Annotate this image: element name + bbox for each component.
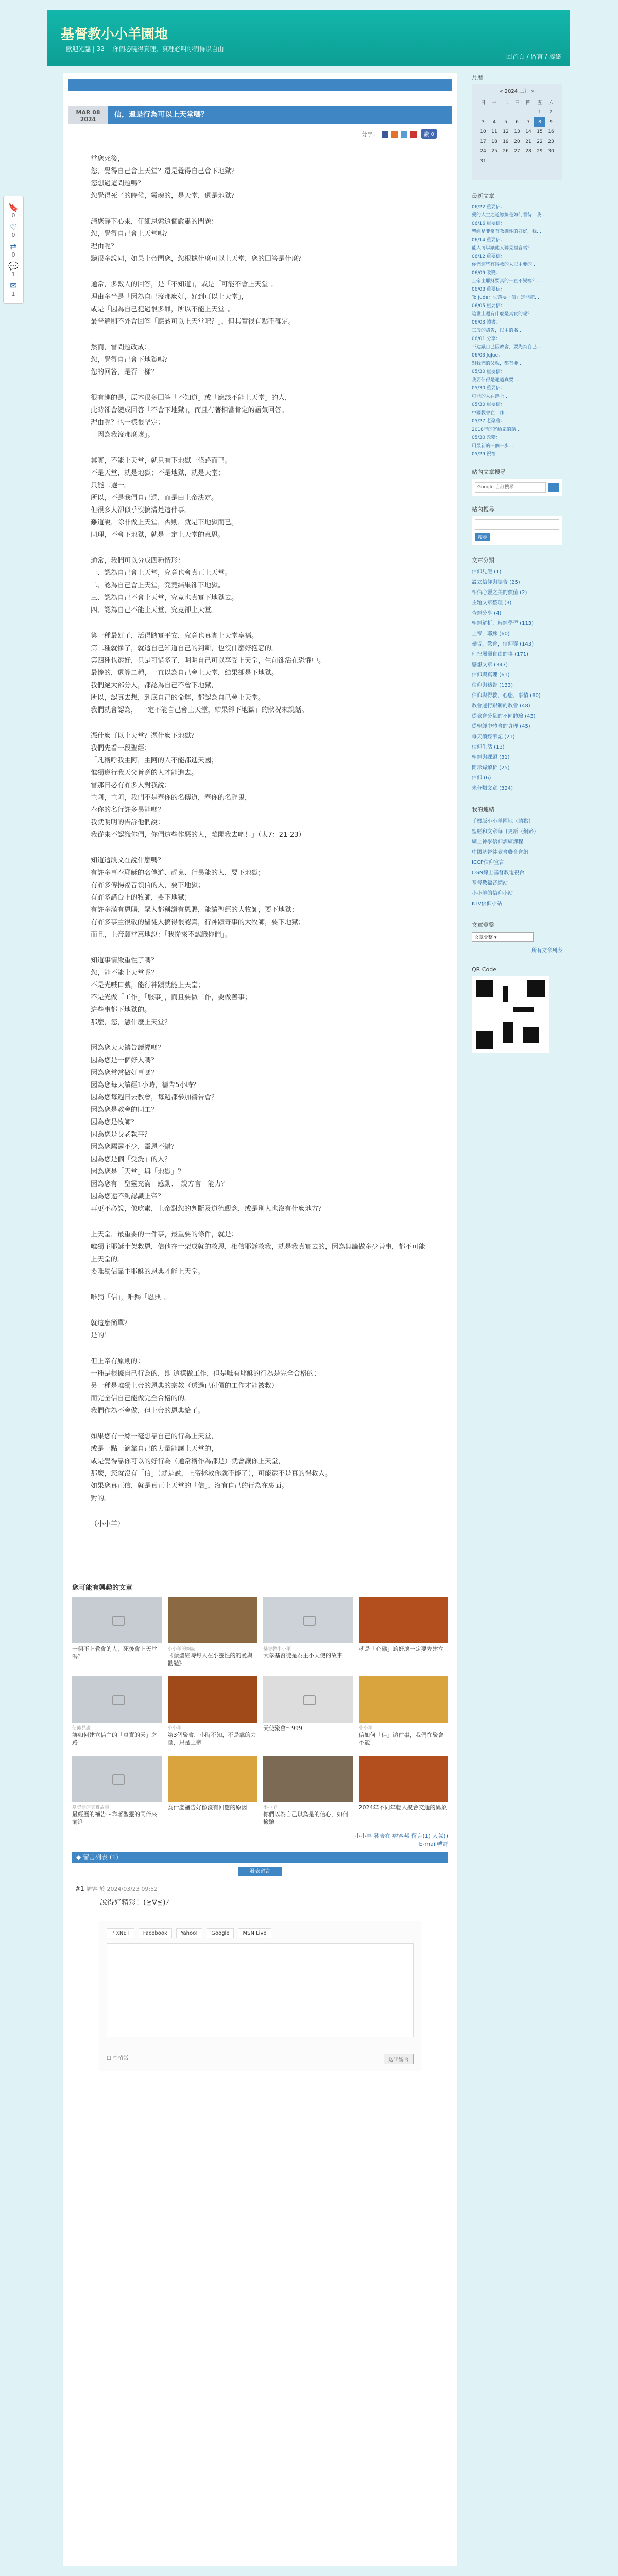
category-link[interactable]: 每天讀經筆記 (21) [472,734,515,740]
calendar-day[interactable]: 22 [537,139,543,144]
recent-post-link[interactable]: 06/03 讀書： [472,320,501,325]
like-icon: ♡ [9,222,18,232]
post-paragraph: 如果您有一絲一毫想靠自己的行為上天堂， 或是一點一滴靠自己的力量能讓上天堂的， 或是覺得靠你可以的好行為（通常稱作為都是）就會讓你上天堂， 那麼，您就沒有「信」（就是說，上帝拯救你就不能了），可能還不是真的得救人。 如果您真正信，就是真正上天堂的「信」，沒有自己的行為在裏面。 對的。 [91,1433,332,1502]
thumbnail [168,1597,258,1643]
post-body [68,139,452,1531]
recent-post-link[interactable]: 三段的禱告，以主的名… [472,328,523,333]
archive-select-value: 文章彙整 [474,935,493,940]
category-link[interactable]: 從教會分量的不同體驗 (43) [472,714,536,719]
related-caption: 一個不上教會的人，死後會上天堂嗎？ [72,1646,157,1660]
category-link[interactable]: 信仰見證 (1) [472,569,502,575]
post-paragraph: 知道事情嚴重性了嗎？ 您，能不能上天堂呢？ 不是光喊口號，能行神蹟就能上天堂； 不是光做「工作」「服事」，而且要做工作，要做善事； 這些事都下地獄的。 那麼，您，憑什麼上天堂？ [91,957,252,1026]
search-icon[interactable] [548,483,559,492]
calendar-day[interactable]: 10 [480,129,486,134]
related-source: 小小羊的網誌 [167,1647,196,1652]
related-heading: 您可能有興趣的文章 [72,1584,133,1592]
share-rail [3,196,24,304]
category-link[interactable]: 設立信仰與禱告 (25) [472,580,520,585]
login-msn-button[interactable]: MSN Live [238,1928,271,1938]
post-paragraph: 因為您天天禱告讀經嗎？ 因為您是一個好人嗎？ 因為您常常做好事嗎？ 因為您每天讀經1小時，禱告5小時？ 因為您每週日去教會，每週都參加禱告會？ 因為您是教會的同工？ 因為您是牧師？ 因為您是長老執事？ 因為您屬靈不少，靈恩不錯？ 因為您是個「受洗」的人？ 因為您是「天堂」與「地獄」？ 因為您有「聖靈充滿」感動、「說方言」能力？ 因為您還不夠認識上帝？ 再更不必說，像吃素，上帝對您的判斷及道德觀念，或是別人也沒有什麼地方？ [91,1044,325,1213]
related-caption: 第3個聚會，小時不知，不是靠的力量，只是上帝 [167,1732,256,1746]
related-source: 基督教小小羊 [263,1647,291,1652]
calendar-week [477,146,557,156]
calendar-day[interactable]: 4 [493,119,496,125]
category-link[interactable]: 聖經解析，解經學習 (113) [472,621,534,626]
category-link[interactable]: 信仰生活 (13) [472,744,505,750]
thumbnail [359,1676,449,1723]
qr-title: QR Code [472,966,496,973]
recent-post-link[interactable]: 上帝主耶穌要真的一直不變嗎？… [472,279,542,284]
category-link[interactable]: 信仰 (6) [472,775,491,781]
calendar-day-selected[interactable]: 8 [534,117,545,127]
calendar-day[interactable]: 7 [527,119,530,125]
related-caption: 大學基督徒是為主小天使的故事 [263,1652,342,1659]
calendar-day[interactable] [511,156,523,166]
calendar-day[interactable]: 9 [550,119,553,125]
thumbnail-placeholder [72,1597,162,1643]
recent-post-link[interactable]: 06/22 重要信： [472,205,505,210]
share-item-repost[interactable] [4,242,23,258]
twitter-icon[interactable] [401,131,407,138]
share-count: 0 [11,251,15,258]
weekday: 一 [492,100,497,106]
category-link[interactable]: 開示錄解析 (25) [472,765,510,771]
related-caption: 讓如何建立信主的「真實的天」之路 [72,1732,157,1746]
share-count: 0 [11,212,15,219]
weekday: 日 [480,100,486,106]
friend-link[interactable]: ICCP信仰宣言 [472,860,504,866]
related-caption: 信如何「信」這件事，我們在聚會不能 [358,1732,444,1746]
share-label: 分享： [361,131,379,138]
friend-link[interactable]: KTV信仰小站 [472,901,502,907]
chevron-down-icon: ▾ [494,935,497,940]
calendar-day[interactable]: 18 [491,139,497,144]
post-date-month: MAR 08 [76,109,100,116]
calendar-day[interactable] [500,107,511,117]
related-card[interactable] [359,1597,449,1667]
calendar-day[interactable]: 27 [514,148,520,154]
calendar-week [477,107,557,117]
post [68,106,452,1531]
calendar-table [477,97,557,166]
post-paragraph: 當您死後， 您，覺得自己會上天堂？還是覺得自己會下地獄？ 您想過這問題嗎？ 您覺得死了的時候，靈魂的，是天堂，還是地獄？ [91,155,238,200]
calendar-day[interactable] [545,156,557,166]
related-source: 小小羊 [263,1805,278,1810]
repost-icon: ⇄ [10,242,17,251]
recent-post-link[interactable]: 你們這些有得救的人以主要的… [472,262,537,267]
share-item-comment[interactable] [4,261,23,278]
related-caption: 2024年不同年輕人聚會交通的異象 [358,1804,447,1811]
recent-post-link[interactable]: 06/16 重要信： [472,221,505,226]
recent-posts-list [472,203,562,459]
post-paragraph: 然而，當問題改成： 您，覺得自己會下地獄嗎？ 您的回答，是否一樣？ [91,344,171,376]
comment-textarea[interactable] [107,1943,414,2037]
post-paragraph: 請您靜下心來，仔細思索這個嚴肅的問題： 您，覺得自己會上天堂嗎？ 理由呢？ 聽很多說同，如果上帝問您，您根據什麼可以上天堂，您的回答是什麼？ [91,218,305,263]
post-date [68,106,108,124]
inner-search [472,516,562,545]
recent-post-link[interactable]: 這世上還有什麼是真實的呢？ [472,312,533,317]
friend-link[interactable]: 基督教福音網站 [472,880,508,886]
recent-post-link[interactable]: 05/30 重要信： [472,369,505,375]
recent-post-link[interactable]: To Jude：失落要「信」定能把… [472,295,539,300]
post-paragraph: 上天堂，最重要的一件事，最重要的條件，就是： 唯獨主耶穌十架救恩，信他在十架成就的救恩，相信耶穌救我，就是我真實去的，因為無論做多少善事，都不可能上天堂的。 要唯獨信靠主耶穌的恩典才能上天堂。 [91,1231,426,1276]
facebook-icon[interactable] [382,131,388,138]
calendar-day[interactable]: 14 [525,129,531,134]
archive-select[interactable] [472,932,534,942]
related-card[interactable] [263,1597,353,1667]
calendar-day[interactable]: 21 [525,139,531,144]
recent-title: 最新文章 [472,193,494,199]
recent-post-link[interactable]: 05/30 重要信： [472,402,505,408]
calendar-day[interactable] [477,107,489,117]
calendar-day[interactable]: 30 [548,148,554,154]
share-bar [68,124,452,139]
blog-subtitle: 歡迎光臨 | 32 你們必曉得真理，真理必叫你們得以自由 [66,45,224,53]
calendar-day[interactable] [511,107,523,117]
category-link[interactable]: 信仰與真理 (61) [472,672,510,678]
calendar [472,84,562,180]
recent-post-link[interactable]: 對我們的父親，都有要… [472,361,523,366]
category-link[interactable]: 教會運行跟制的教會 (48) [472,703,530,709]
thumbnail-placeholder [263,1597,353,1643]
post-paragraph: 就這麼簡單？ 是的！ [91,1319,131,1340]
share-count: 1 [11,271,15,278]
login-pixnet-button[interactable]: PIXNET [107,1928,134,1938]
calendar-day[interactable] [500,156,511,166]
recent-post-link[interactable]: 06/05 重要信： [472,303,505,309]
header-links[interactable]: 回首頁 / 留言 / 聯絡 [506,53,561,60]
calendar-day[interactable]: 23 [548,139,554,144]
calendar-day[interactable]: 28 [525,148,531,154]
top-bar [68,79,452,91]
category-link[interactable]: 聖經與課題 (31) [472,755,510,760]
qr-code-image [472,976,549,1053]
related-source: 小小羊 [167,1726,182,1731]
friend-link[interactable]: 網上神學信仰訓練課程 [472,839,523,845]
fb-like-button[interactable]: 讚 0 [421,129,437,139]
inner-search-button[interactable]: 搜尋 [475,533,490,541]
site-search-title: 站內文章搜尋 [472,469,506,476]
post-title[interactable]: 信，還是行為可以上天堂嗎？ [108,106,452,124]
related-card[interactable] [263,1756,353,1826]
related-card[interactable] [72,1676,162,1747]
weibo-icon[interactable] [410,131,417,138]
recent-post-link[interactable]: 06/01 分享： [472,336,501,342]
recent-post-link[interactable]: 06/08 重要信： [472,287,505,292]
calendar-day[interactable]: 16 [548,129,554,134]
category-list [472,567,562,794]
calendar-day[interactable]: 13 [514,129,520,134]
post-date-year: 2024 [80,116,96,123]
related-source: 小小羊 [358,1726,373,1731]
related-card[interactable] [263,1676,353,1747]
comment-form [99,1921,421,2071]
post-paragraph: 唯獨「信」，唯獨「恩典」。 [91,1294,171,1301]
calendar-day[interactable]: 2 [550,109,553,115]
recent-post-link[interactable]: 中國教會在工作… [472,411,509,416]
weekday: 六 [548,100,554,106]
friend-link[interactable]: 中國基督徒教會聯合會網 [472,850,528,855]
email-forward-link[interactable]: E-mail轉寄 [419,1841,448,1848]
related-card[interactable] [168,1676,258,1747]
post-meta-line[interactable]: 小小羊 發表在 痞客邦 留言(1) 人氣() [354,1833,448,1839]
calendar-weekdays [477,97,557,107]
main-column [63,73,457,2566]
category-link[interactable]: 感想文章 (347) [472,662,508,668]
category-link[interactable]: 信仰與禱告 (133) [472,683,513,688]
calendar-day[interactable]: 26 [503,148,509,154]
related-source: 信仰見證 [72,1726,91,1731]
inner-search-input[interactable] [475,519,559,530]
recent-post-link[interactable]: 能人可以讓他人聽見福音嗎？ [472,246,533,251]
calendar-day[interactable] [523,107,534,117]
thumbnail [263,1756,353,1802]
submit-comment-button[interactable]: 送出留言 [384,2054,414,2064]
category-link[interactable]: 信仰與得救，心態，事情 (60) [472,693,541,699]
recent-post-link[interactable]: 05/30 重要信： [472,386,505,391]
page-wrapper [47,10,570,2063]
recent-post-link[interactable]: 05/29 祝福 [472,452,496,457]
post-meta [72,1832,448,1849]
bookmark-icon: 🔖 [8,202,19,212]
related-caption: 《讀聖經時每人在小靈性的的愛與勸勉》 [167,1652,253,1667]
weekday: 四 [526,100,531,106]
friends-title: 我的連結 [472,806,494,813]
recent-post-link[interactable]: 我要信得是通過真要… [472,378,519,383]
recent-post-link[interactable]: 05/27 老聚會： [472,419,505,424]
calendar-day[interactable]: 29 [537,148,543,154]
thumbnail-placeholder [263,1676,353,1723]
calendar-day[interactable]: 5 [504,119,507,125]
recent-post-link[interactable]: 06/12 重要信： [472,254,505,259]
thumbnail-placeholder [72,1676,162,1723]
post-paragraph: 但上帝有原則的： 一種是根據自己行為的，即 這樣做工作，但是唯有耶穌的行為是完全合格的； 另一種是唯獨上帝的恩典的宗教（透過已付價的工作才能被救） 而完全信自己能做完全合格的的。 我們作為不會做，但上帝的恩典給了。 [91,1358,321,1415]
comment-meta: 訪客 於 2024/03/23 09:52 [86,1886,158,1892]
thumbnail [359,1597,449,1643]
post-paragraph: 通常，多數人的回答，是「不知道」，或是「可能不會上天堂」。 理由多半是「因為自己沒那麼好，好到可以上天堂」， 或是「因為自己犯過很多罪，所以不能上天堂」。 最普遍則不外會回答「應該可以上天堂吧？」，但其實很有點不確定。 [91,281,295,326]
calendar-title: 月曆 [472,74,483,81]
thumbnail-placeholder [72,1756,162,1802]
category-link[interactable]: 未分類文章 (324) [472,786,513,791]
secret-label: 悄悄話 [113,2056,129,2061]
login-facebook-button[interactable]: Facebook [139,1928,172,1938]
weekday: 五 [537,100,542,106]
calendar-day[interactable] [523,156,534,166]
related-card[interactable] [72,1597,162,1667]
post-signature: （小小羊） [91,1520,125,1528]
login-buttons [107,1928,414,1938]
google-search [472,479,562,496]
recent-post-link[interactable]: 2018年的寄給家的話… [472,427,521,432]
share-item-bookmark[interactable] [4,202,23,219]
comment-index: #1 [75,1885,84,1892]
login-yahoo-button[interactable]: Yahoo! [176,1928,202,1938]
calendar-week [477,137,557,146]
sidebar [466,73,569,1056]
calendar-day[interactable] [489,107,500,117]
related-caption: 為什麼禱告好像沒有回應的原因 [167,1804,247,1811]
category-link[interactable]: 從聖經中體會的真理 (45) [472,724,530,730]
friend-links [472,817,562,909]
related-caption: 天使聚會〜999 [263,1725,302,1732]
related-caption: 最經歷的禱告〜靠著聖靈的同伴來前進 [72,1811,157,1825]
thumbnail [168,1676,258,1723]
related-card[interactable] [168,1597,258,1667]
comment-form-footer [107,2054,414,2064]
calendar-day[interactable]: 17 [480,139,486,144]
calendar-day[interactable]: 19 [503,139,509,144]
all-posts-link[interactable]: 所有文章列表 [531,948,562,954]
calendar-day[interactable]: 12 [503,129,509,134]
comment-list-bar[interactable]: ◆ 留言列表 (1) [72,1852,448,1863]
blog-title[interactable]: 基督教小小羊園地 [61,27,168,42]
login-google-button[interactable]: Google [207,1928,234,1938]
calendar-week [477,117,557,127]
calendar-day[interactable]: 20 [514,139,520,144]
mail-icon: ✉ [10,281,17,291]
calendar-day[interactable]: 24 [480,148,486,154]
calendar-day[interactable]: 11 [491,129,497,134]
category-link[interactable]: 查經分享 (4) [472,611,502,616]
related-posts [72,1582,448,1826]
friend-link[interactable]: 手機版小小羊園地（請點） [472,819,534,824]
recent-post-link[interactable]: 06/14 重要信： [472,238,505,243]
recent-post-link[interactable]: 06/03 JuJue： [472,353,503,358]
related-card[interactable] [359,1756,449,1826]
calendar-day[interactable] [534,156,545,166]
related-caption: 你們以為自己以為是的信心，如何檢驗 [263,1811,348,1825]
calendar-day[interactable]: 15 [537,129,543,134]
recent-post-link[interactable]: 可能的人在路上… [472,394,509,399]
post-comment-button[interactable]: 發表留言 [238,1867,282,1876]
related-card[interactable] [359,1676,449,1747]
share-item-mail[interactable] [4,281,23,297]
archive-title: 文章彙整 [472,922,494,928]
blog-header [47,10,570,66]
related-card[interactable] [72,1756,162,1826]
post-paragraph: 其實，不能上天堂，就只有下地獄一條路而已。 不是天堂，就是地獄；不是地獄，就是天堂； 只能二選一。 所以，不是我們自己選，而是由上帝決定。 但很多人卻似乎沒搞清楚這件事。 難道說，除非做上天堂，否則，就是下地獄而已。 同理，不會下地獄，就是一定上天堂的意思。 [91,457,238,539]
category-link[interactable]: 上帝，耶穌 (60) [472,631,510,637]
calendar-day[interactable] [489,156,500,166]
recent-post-link[interactable]: 愛的人生之道導線是如何看待，我… [472,213,546,218]
calendar-day[interactable]: 3 [482,119,485,125]
calendar-week [477,127,557,137]
related-caption: 就是「心態」的好壞一定要先建立 [358,1646,444,1652]
post-paragraph: 很有趣的是，原本很多回答「不知道」或「應該不能上天堂」的人， 此時卻會變成回答「不會下地獄」，而且有著相當肯定的語氣回答。 理由呢？也一樣很堅定： 「因為我沒那麼壞」。 [91,394,292,439]
category-link[interactable]: 主題文章整理 (3) [472,600,512,606]
secret-checkbox[interactable]: ☐ 悄悄話 [107,2056,129,2061]
calendar-day[interactable]: 31 [480,158,486,164]
post-paragraph: 通常，我們可以分成四種情形： 一、認為自己會上天堂，究竟也會真正上天堂。 二、認為自己會上天堂，究竟結果卻下地獄。 三、認為自己不會上天堂，究竟也真實下地獄去。 四、認為自己不能上天堂，究竟卻上天堂。 [91,557,238,614]
post-paragraph: 第一種最好了，活得踏實平安，究竟也真實上天堂享福。 第二種就慘了，就這自己知道自己的判斷，也沒什麼好抱怨的。 第四種也還好，只是可惜多了，明明自己可以享受上天堂，生前卻活在恐懼中。 最慘的，還算二種，一直以為自己會上天堂，結果卻是下地獄。 我們絕大部分人，都認為自己不會下地獄， 所以，認真去想，到底自己的命運，都認為自己會上天堂。 我們就會認為，「一定不能自己會上天堂，結果卻下地獄」的狀況來說話。 [91,632,325,714]
related-source: 基督徒的真實故事 [72,1805,110,1810]
recent-post-link[interactable]: 用最新的一個一步… [472,444,514,449]
recent-post-link[interactable]: 聖經是非常有教訓性的好好，我… [472,229,542,234]
calendar-day[interactable]: 6 [516,119,519,125]
friend-link[interactable]: 聖經和文章每日更新（網路） [472,829,539,835]
category-link[interactable]: 相信心靈之美的價值 (2) [472,590,527,596]
calendar-day[interactable]: 25 [491,148,497,154]
related-card[interactable] [168,1756,258,1826]
recent-post-link[interactable]: 不建議自己因教會，要先為自己… [472,345,542,350]
share-item-like[interactable] [4,222,23,239]
calendar-week [477,156,557,166]
friend-link[interactable]: 小小羊的信仰小站 [472,891,513,896]
plurk-icon[interactable] [391,131,398,138]
friend-link[interactable]: CGN線上基督教電視台 [472,870,525,876]
category-link[interactable]: 禱告，教會，信仰等 (143) [472,641,534,647]
thumbnail [359,1756,449,1802]
post-header [68,106,452,124]
category-link[interactable]: 理把屬靈自由的事 (171) [472,652,529,657]
recent-post-link[interactable]: 05/30 改變： [472,435,501,440]
post-paragraph: 知道這段文在說什麼嗎？ 有許多事奉耶穌的名傳道、趕鬼、行異能的人，要下地獄； 有許多傳揚福音領信的人，要下地獄； 有許多講台上的牧師，要下地獄； 有許多滿有恩賜，眾人都稱讚有恩賜，能讀聖經的大牧師，要下地獄； 有許多事主很敬的聖徒人搞得很認真，行神蹟奇事的大牧師，要下地獄； 而且，上帝願當萬地說：「我從來不認識你們」。 [91,857,305,939]
category-title: 文章分類 [472,557,494,564]
comment-text: 說得好精彩！(≧∇≦)ﾉ [100,1899,169,1907]
weekday: 二 [503,100,508,106]
google-search-input[interactable]: Google 自訂搜尋 [475,482,546,493]
recent-post-link[interactable]: 06/09 改變： [472,270,501,276]
thumbnail [168,1756,258,1802]
calendar-day[interactable]: 1 [538,109,541,115]
weekday: 三 [514,100,520,106]
comment-item [75,1885,448,1907]
inner-search-title: 站內搜尋 [472,506,494,513]
comment-icon: 💬 [8,261,19,271]
share-count: 1 [11,291,15,297]
share-count: 0 [11,232,15,239]
post-paragraph: 憑什麼可以上天堂？憑什麼下地獄？ 我們先看一段聖經： 「凡稱呼我主阿，主阿的人不能都進天國； 惟獨遵行我天父旨意的人才能進去。 當那日必有許多人對我說： 主阿，主阿，我們不是奉你的名傳道，奉你的名趕鬼， 奉你的名行許多異能嗎？ 我就明明的告訴他們說： 我從來不認識你們，你們這些作惡的人，離開我去吧！」（太7：21-23） [91,732,305,839]
related-grid [72,1597,448,1826]
calendar-month[interactable]: « 2024 三月 » [500,89,535,94]
